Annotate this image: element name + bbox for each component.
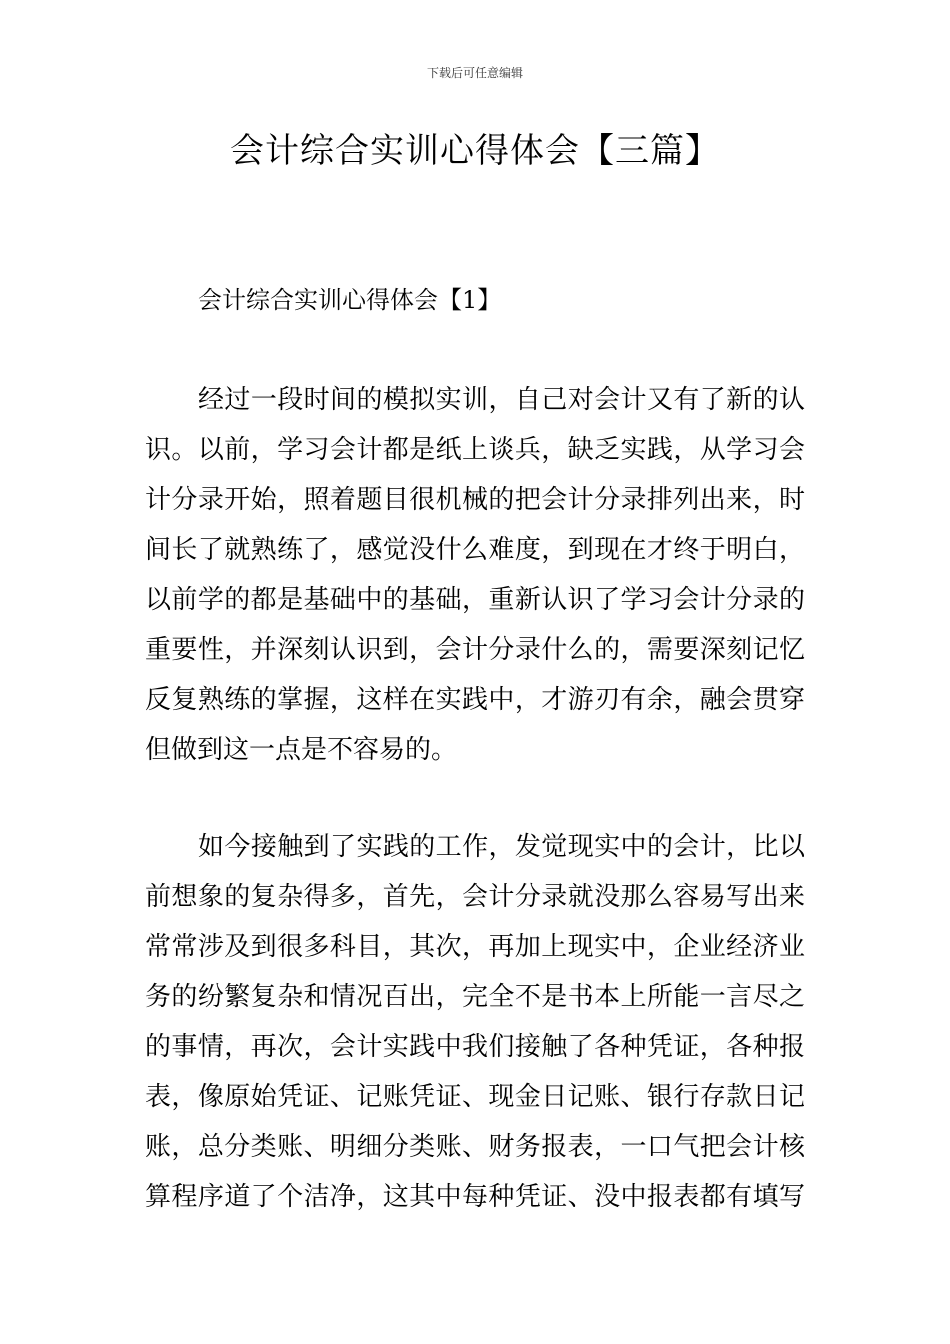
- paragraph-line: 如今接触到了实践的工作，发觉现实中的会计，比以: [198, 832, 805, 862]
- paragraph-line: 经过一段时间的模拟实训，自己对会计又有了新的认: [198, 385, 805, 415]
- paragraph-line: 间长了就熟练了，感觉没什么难度，到现在才终于明白，: [145, 535, 805, 565]
- paragraph-line: 表，像原始凭证、记账凭证、现金日记账、银行存款日记: [145, 1082, 805, 1112]
- paragraph-2: [145, 822, 805, 1222]
- paragraph-line: 常常涉及到很多科目，其次，再加上现实中，企业经济业: [145, 932, 805, 962]
- section-heading: 会计综合实训心得体会【1】: [198, 286, 502, 314]
- paragraph-line: 务的纷繁复杂和情况百出，完全不是书本上所能一言尽之: [145, 982, 805, 1012]
- paragraph-line: 重要性，并深刻认识到，会计分录什么的，需要深刻记忆: [145, 635, 805, 665]
- paragraph-line: 算程序道了个洁净，这其中每种凭证、没中报表都有填写: [145, 1182, 805, 1212]
- paragraph-line: 账，总分类账、明细分类账、财务报表，一口气把会计核: [145, 1132, 805, 1162]
- paragraph-1: [145, 375, 805, 775]
- paragraph-line: 前想象的复杂得多，首先，会计分录就没那么容易写出来: [145, 882, 805, 912]
- paragraph-line: 识。以前，学习会计都是纸上谈兵，缺乏实践，从学习会: [145, 435, 805, 465]
- header-note: 下载后可任意编辑: [426, 66, 523, 80]
- paragraph-line: 的事情，再次，会计实践中我们接触了各种凭证，各种报: [145, 1032, 805, 1062]
- paragraph-line: 但做到这一点是不容易的。: [145, 735, 458, 765]
- document-title: 会计综合实训心得体会【三篇】: [230, 131, 720, 171]
- paragraph-line: 以前学的都是基础中的基础，重新认识了学习会计分录的: [145, 585, 805, 615]
- paragraph-line: 反复熟练的掌握，这样在实践中，才游刃有余，融会贯穿: [145, 685, 805, 715]
- paragraph-line: 计分录开始，照着题目很机械的把会计分录排列出来，时: [145, 485, 805, 515]
